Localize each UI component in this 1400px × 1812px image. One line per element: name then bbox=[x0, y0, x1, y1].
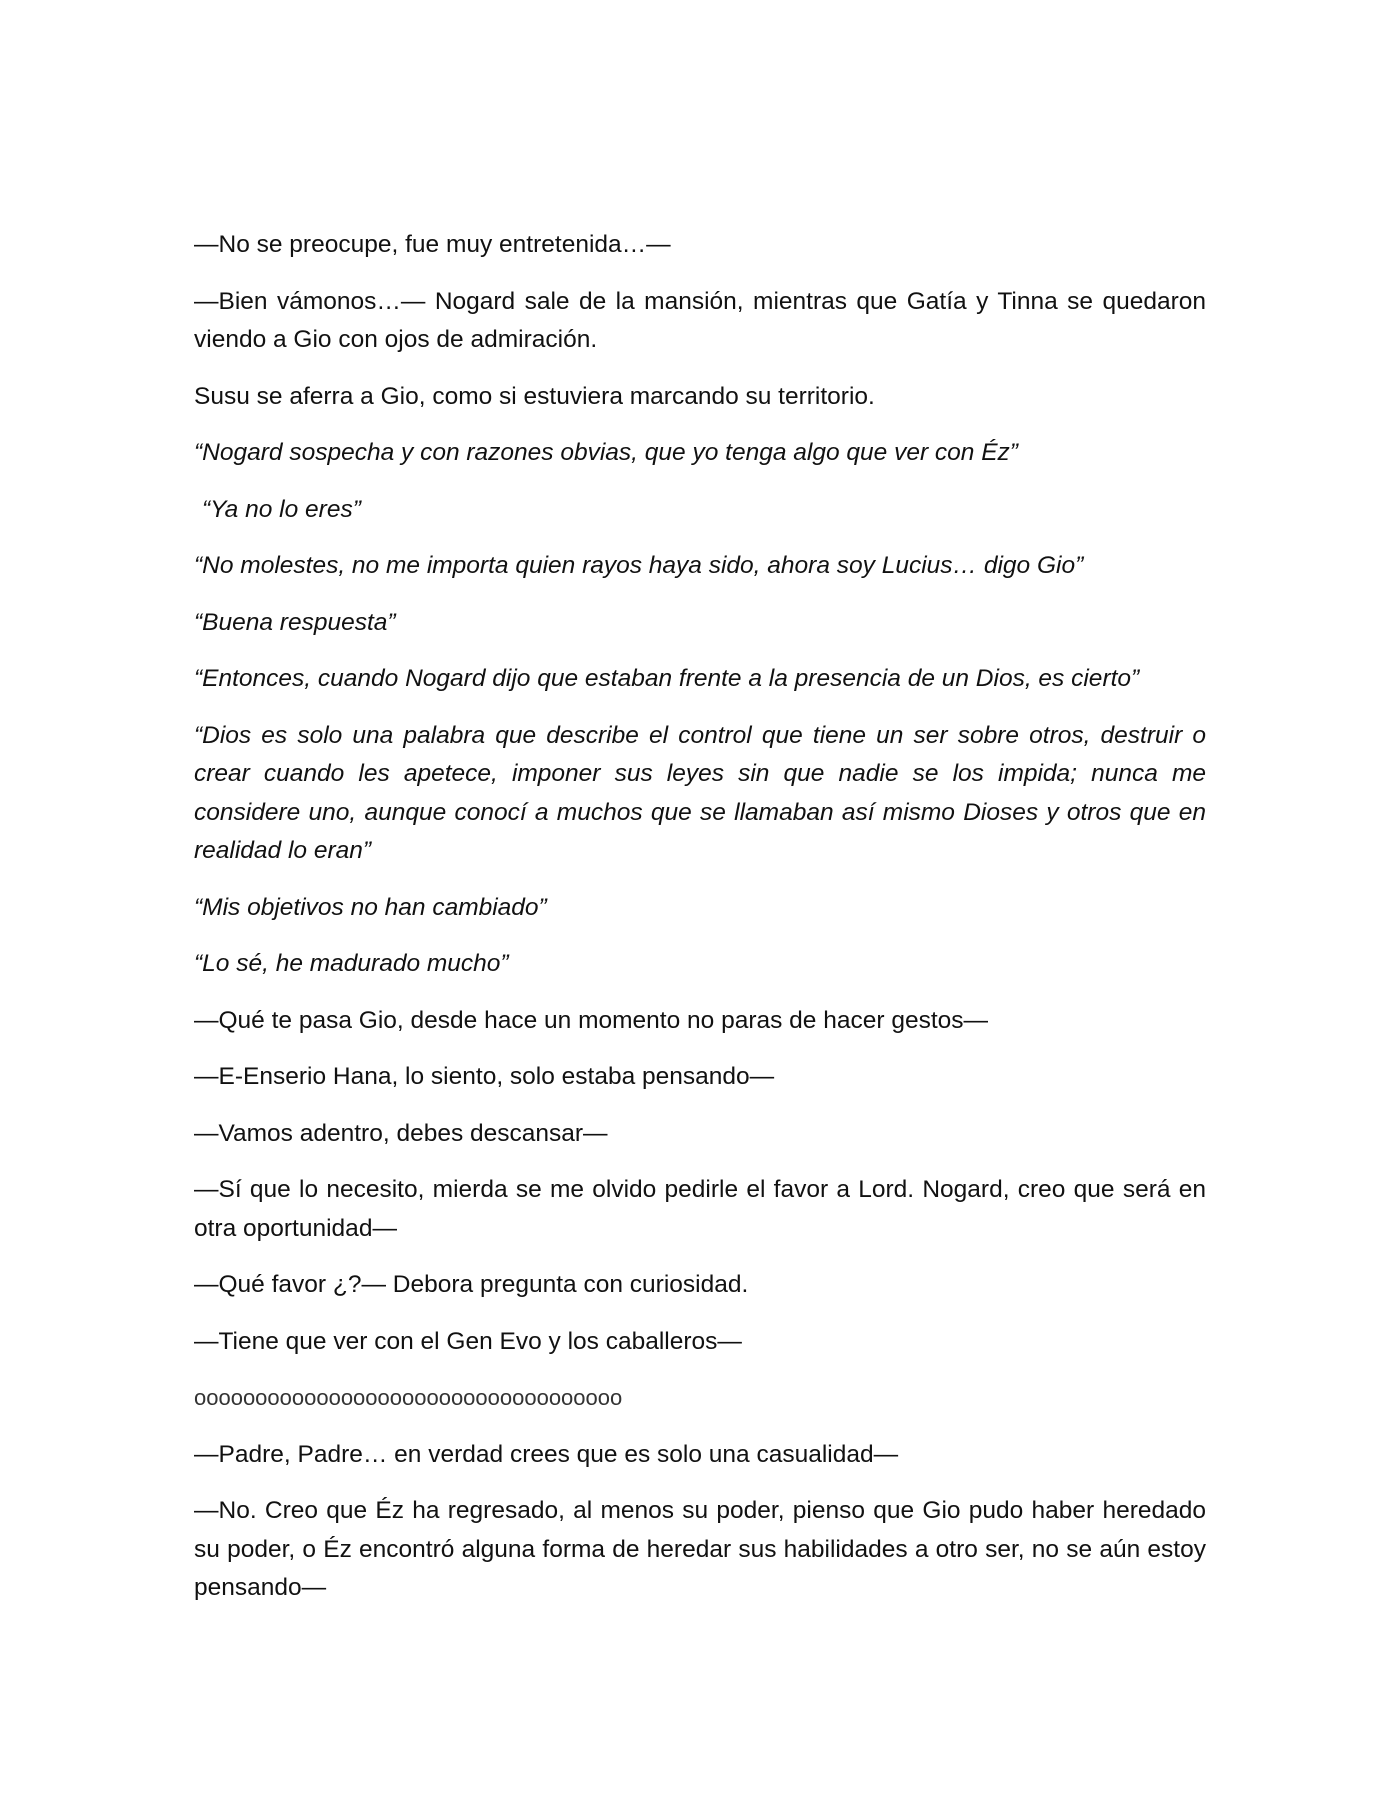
paragraph: —E-Enserio Hana, lo siento, solo estaba pensando— bbox=[194, 1063, 775, 1090]
inner-dialogue: “Nogard sospecha y con razones obvias, que yo tenga algo que ver con Éz” bbox=[194, 439, 1018, 466]
inner-dialogue: “Ya no lo eres” bbox=[202, 495, 361, 523]
paragraph: —Qué te pasa Gio, desde hace un momento no paras de hacer gestos— bbox=[194, 1006, 989, 1034]
scene-separator: ooooooooooooooooooooooooooooooooooo bbox=[194, 1385, 623, 1410]
paragraph: —Sí que lo necesito, mierda se me olvido pedirle el favor a Lord. Nogard, creo que será en otra oportunidad— bbox=[194, 1176, 1206, 1242]
paragraph: —Qué favor ¿?— Debora pregunta con curiosidad. bbox=[194, 1271, 749, 1298]
inner-dialogue: “Buena respuesta” bbox=[194, 608, 396, 636]
paragraph: —No se preocupe, fue muy entretenida…— bbox=[194, 231, 671, 258]
inner-dialogue: “Lo sé, he madurado mucho” bbox=[194, 950, 509, 977]
paragraph: —Tiene que ver con el Gen Evo y los caballeros— bbox=[194, 1327, 742, 1355]
paragraph: Susu se aferra a Gio, como si estuviera marcando su territorio. bbox=[194, 382, 875, 410]
inner-dialogue: “No molestes, no me importa quien rayos haya sido, ahora soy Lucius… digo Gio” bbox=[194, 552, 1084, 579]
inner-dialogue: “Entonces, cuando Nogard dijo que estaban frente a la presencia de un Dios, es cierto” bbox=[194, 665, 1140, 692]
document-page bbox=[194, 226, 1206, 1626]
inner-dialogue: “Mis objetivos no han cambiado” bbox=[194, 893, 547, 921]
paragraph: —Bien vámonos…— Nogard sale de la mansión, mientras que Gatía y Tinna se quedaron viendo a Gio con ojos de admiración. bbox=[194, 287, 1206, 353]
paragraph: —No. Creo que Éz ha regresado, al menos su poder, pienso que Gio pudo haber heredado su poder, o Éz encontró alguna forma de heredar sus habilidades a otro ser, no se aún estoy pensando— bbox=[194, 1497, 1206, 1601]
paragraph: —Padre, Padre… en verdad crees que es solo una casualidad— bbox=[194, 1440, 899, 1468]
paragraph: —Vamos adentro, debes descansar— bbox=[194, 1119, 608, 1147]
inner-dialogue: “Dios es solo una palabra que describe el control que tiene un ser sobre otros, destruir o crear cuando les apetece, imponer sus leyes sin que nadie se los impida; nunca me considere uno, aunque conocí a muchos que se llamaban así mismo Dioses y otros que en realidad lo eran” bbox=[194, 721, 1206, 864]
